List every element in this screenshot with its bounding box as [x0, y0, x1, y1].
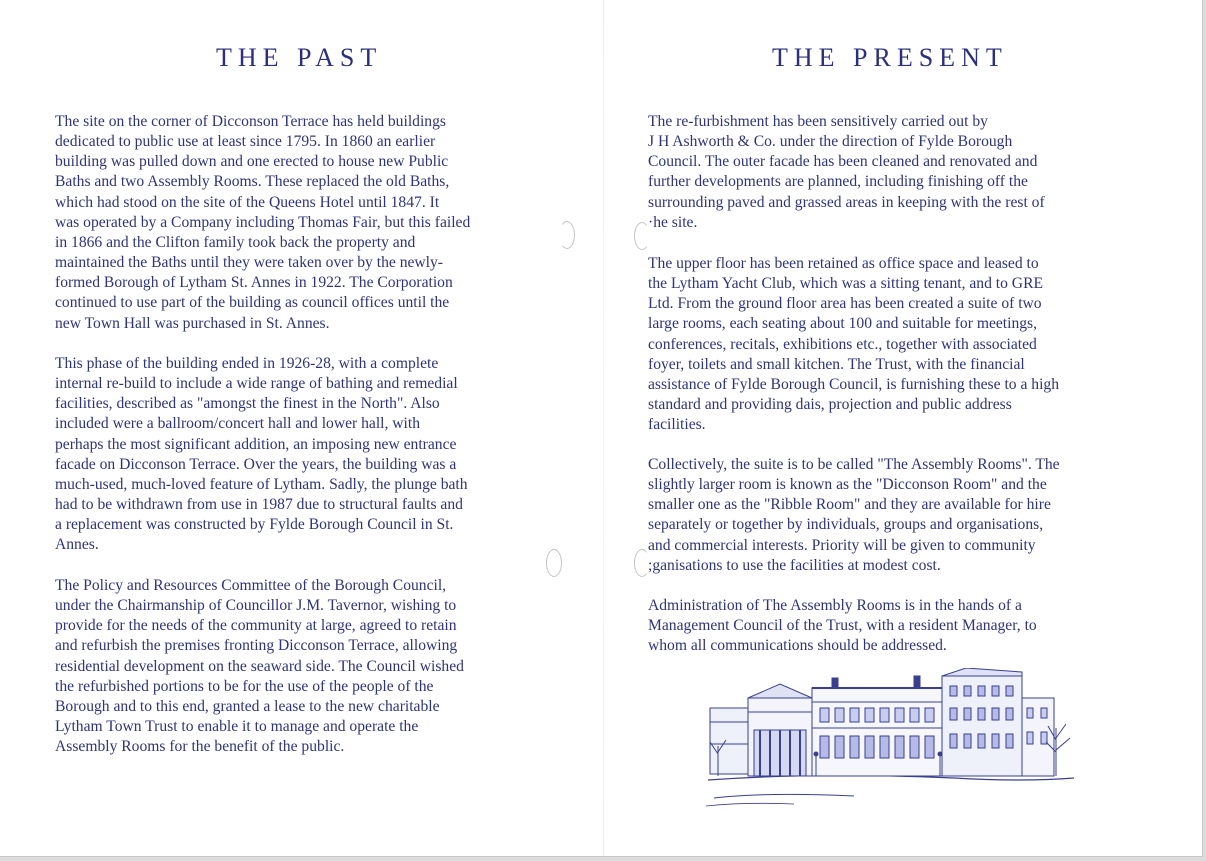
- punch-hole-mark: [559, 221, 575, 249]
- punch-hole-mark: [634, 549, 650, 577]
- page-the-past: [0, 0, 603, 856]
- page-the-present: [604, 0, 1202, 856]
- paragraph: Administration of The Assembly Rooms is in the hands of a Management Council of the Trust, with a resident Manager, to whom all communications should be addressed.: [648, 597, 1037, 655]
- paragraph: Collectively, the suite is to be called "The Assembly Rooms". The slightly larger room is known as the "Dicconson Room" and the smaller one as the "Ribble Room" and they are available for hire separately or together by individuals, groups and organisations, and commercial interests. Priority will be given to community ;ganisations to use the facilities at modest cost.: [648, 456, 1060, 574]
- punch-hole-mark: [634, 222, 650, 250]
- paragraph: The re-furbishment has been sensitively carried out by J H Ashworth & Co. under the direction of Fylde Borough Council. The outer facade has been cleaned and renovated and further developments are planned, including finishing off the surrounding paved and grassed areas in keeping with the rest of ·he site.: [648, 113, 1045, 231]
- paragraph: The upper floor has been retained as office space and leased to the Lytham Yacht Club, which was a sitting tenant, and to GRE Ltd. From the ground floor area has been created a suite of two large rooms, each seating about 100 and suitable for meetings, conferences, recitals, exhibitions etc., together with associated foyer, toilets and small kitchen. The Trust, with the financial assistance of Fylde Borough Council, is furnishing these to a high standard and providing dais, projection and public address facilities.: [648, 255, 1060, 434]
- paragraph: The site on the corner of Dicconson Terrace has held buildings dedicated to public use at least since 1795. In 1860 an earlier building was pulled down and one erected to house new Public Baths and two Assembly Rooms. These replaced the old Baths, which had stood on the site of the Queens Hotel until 1847. It was operated by a Company including Thomas Fair, but this failed in 1866 and the Clifton family took back the property and maintained the Baths until they were taken over by the newly- formed Borough of Lytham St. Annes in 1922. The Corporation continued to use part of the building as council offices until the new Town Hall was purchased in St. Annes.: [55, 113, 471, 332]
- assembly-rooms-building-illustration: [704, 668, 1078, 810]
- page-title: THE PAST: [216, 43, 383, 72]
- paragraph: The Policy and Resources Committee of the Borough Council, under the Chairmanship of Councillor J.M. Tavernor, wishing to provide for the needs of the community at large, agreed to retain and refurbish the premises fronting Dicconson Terrace, allowing residential development on the seaward side. The Council wished the refurbished portions to be for the use of the people of the Borough and to this end, granted a lease to the new charitable Lytham Town Trust to enable it to manage and operate the Assembly Rooms for the benefit of the public.: [55, 577, 464, 756]
- paragraph: This phase of the building ended in 1926-28, with a complete internal re-build to include a wide range of bathing and remedial facilities, described as "amongst the finest in the North". Also included were a ballroom/concert hall and lower hall, with perhaps the most significant addition, an imposing new entrance facade on Dicconson Terrace. Over the years, the building was a much-used, much-loved feature of Lytham. Sadly, the plunge bath had to be withdrawn from use in 1987 due to structural faults and a replacement was constructed by Fylde Borough Council in St. Annes.: [55, 355, 468, 554]
- page-title: THE PRESENT: [772, 43, 1008, 72]
- punch-hole-mark: [546, 549, 562, 577]
